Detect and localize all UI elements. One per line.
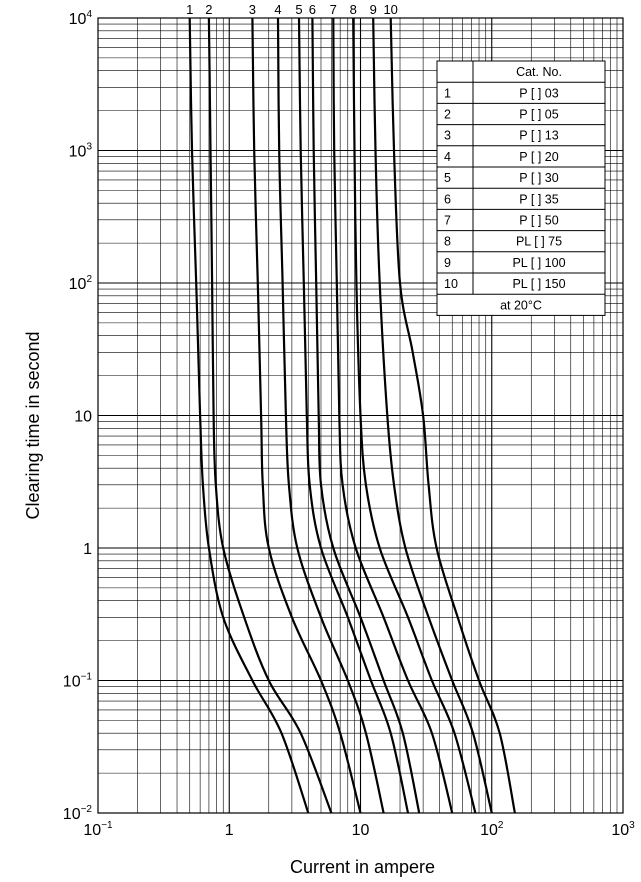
legend-row-catalog: P [ ] 20 (519, 149, 559, 164)
legend-row-catalog: P [ ] 50 (519, 213, 559, 228)
x-tick-label: $10^2$ (480, 820, 504, 839)
y-tick-label: $10^4$ (68, 9, 92, 28)
curve-label-10: 10 (383, 2, 398, 17)
y-tick-label: $10^2$ (68, 274, 92, 293)
legend-row-number: 1 (444, 86, 451, 101)
curve-label-1: 1 (186, 2, 194, 17)
legend-row-catalog: P [ ] 13 (519, 128, 559, 143)
curve-label-3: 3 (248, 2, 257, 17)
legend-row-catalog: P [ ] 05 (519, 107, 559, 122)
x-tick-label: 1 (224, 822, 234, 839)
y-tick-label: 10 (74, 408, 92, 426)
curve-label-7: 7 (329, 2, 337, 17)
legend-row-catalog: PL [ ] 150 (512, 277, 566, 292)
x-tick-label: 10 (351, 822, 370, 839)
legend-row-catalog: P [ ] 30 (519, 171, 559, 186)
x-tick-label: $10^{-1}$ (83, 820, 113, 839)
x-axis-title: Current in ampere (289, 857, 436, 877)
legend-footer: at 20°C (500, 298, 542, 313)
x-tick-label: $10^3$ (611, 820, 635, 839)
curve-label-4: 4 (274, 2, 282, 17)
curve-label-5: 5 (295, 2, 303, 17)
legend-row-catalog: PL [ ] 100 (512, 255, 566, 270)
curve-label-2: 2 (205, 2, 213, 17)
legend-row-catalog: P [ ] 35 (519, 192, 559, 207)
curve-number-labels (186, 2, 398, 17)
curve-label-9: 9 (369, 2, 377, 17)
y-tick-labels (63, 9, 93, 823)
legend-row-catalog: P [ ] 03 (519, 86, 559, 101)
legend-row-number: 9 (444, 255, 451, 270)
y-tick-label: $10^{-1}$ (62, 671, 92, 691)
legend-row-number: 7 (444, 213, 451, 228)
y-axis-title: Clearing time in second (23, 331, 43, 520)
legend-row-number: 10 (444, 277, 458, 292)
legend-row-catalog: PL [ ] 75 (515, 234, 563, 249)
legend-row-number: 3 (444, 128, 451, 143)
curve-label-8: 8 (349, 2, 357, 17)
y-tick-label: $10^3$ (68, 141, 92, 161)
legend-row-number: 8 (444, 234, 451, 249)
y-tick-label: 1 (83, 541, 92, 558)
x-tick-labels (83, 820, 635, 839)
legend-row-number: 4 (444, 149, 451, 164)
y-tick-label: $10^{-2}$ (62, 804, 92, 823)
legend-table (437, 61, 605, 315)
curve-label-6: 6 (308, 2, 317, 17)
legend-row-number: 5 (444, 171, 451, 186)
legend-header: Cat. No. (516, 65, 562, 80)
legend-row-number: 6 (444, 192, 451, 207)
legend-row-number: 2 (444, 107, 451, 122)
